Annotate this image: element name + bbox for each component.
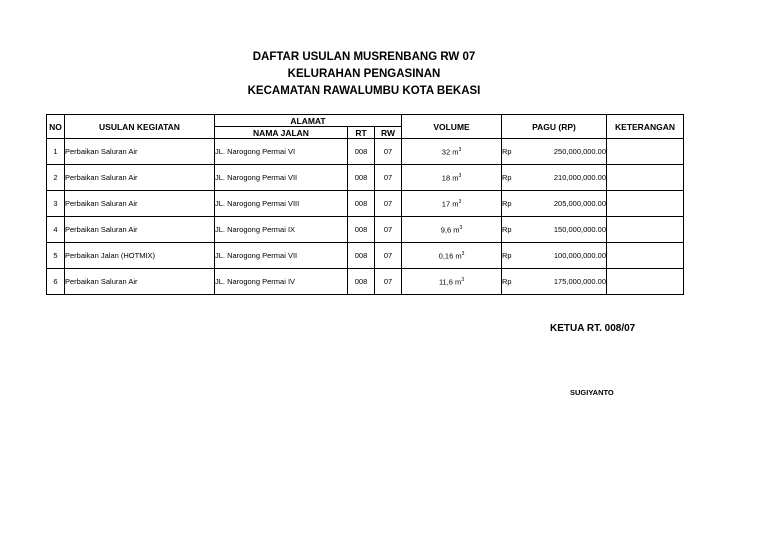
cell-no: 4 bbox=[47, 217, 65, 243]
cell-rw: 07 bbox=[375, 191, 402, 217]
cell-rw: 07 bbox=[375, 139, 402, 165]
table-row bbox=[47, 243, 684, 269]
header-rw: RW bbox=[375, 127, 402, 139]
document-subtitle-kecamatan: KECAMATAN RAWALUMBU KOTA BEKASI bbox=[247, 85, 481, 97]
cell-nama-jalan: JL. Narogong Permai IV bbox=[215, 269, 348, 295]
header-no: NO bbox=[47, 115, 65, 139]
cell-rw: 07 bbox=[375, 165, 402, 191]
cell-keterangan bbox=[607, 191, 684, 217]
cell-no: 1 bbox=[47, 139, 65, 165]
cell-pagu bbox=[502, 269, 607, 295]
cell-usulan: Perbaikan Saluran Air bbox=[65, 139, 215, 165]
cell-keterangan bbox=[607, 139, 684, 165]
cell-pagu bbox=[502, 165, 607, 191]
cell-volume bbox=[402, 269, 502, 295]
volume-value: 9,6 m bbox=[440, 225, 460, 235]
document-title: DAFTAR USULAN MUSRENBANG RW 07 bbox=[252, 51, 476, 63]
cell-keterangan bbox=[607, 269, 684, 295]
cell-rw: 07 bbox=[375, 269, 402, 295]
cell-rw: 07 bbox=[375, 243, 402, 269]
cell-pagu bbox=[502, 217, 607, 243]
volume-unit-superscript: 3 bbox=[458, 146, 462, 153]
cell-pagu bbox=[502, 139, 607, 165]
pagu-currency: Rp bbox=[502, 199, 512, 208]
cell-nama-jalan: JL. Narogong Permai VI bbox=[215, 139, 348, 165]
cell-rt: 008 bbox=[348, 269, 375, 295]
cell-usulan: Perbaikan Saluran Air bbox=[65, 269, 215, 295]
table-row bbox=[47, 191, 684, 217]
cell-rw: 07 bbox=[375, 217, 402, 243]
cell-volume bbox=[402, 217, 502, 243]
cell-usulan: Perbaikan Saluran Air bbox=[65, 165, 215, 191]
pagu-currency: Rp bbox=[502, 225, 512, 234]
cell-nama-jalan: JL. Narogong Permai VIII bbox=[215, 191, 348, 217]
header-pagu: PAGU (RP) bbox=[502, 115, 607, 139]
cell-usulan: Perbaikan Jalan (HOTMIX) bbox=[65, 243, 215, 269]
pagu-amount: 250,000,000.00 bbox=[553, 147, 607, 156]
cell-no: 6 bbox=[47, 269, 65, 295]
volume-unit-superscript: 3 bbox=[461, 276, 465, 283]
cell-pagu bbox=[502, 243, 607, 269]
volume-value: 18 m bbox=[441, 173, 459, 183]
cell-usulan: Perbaikan Saluran Air bbox=[65, 191, 215, 217]
cell-volume bbox=[402, 191, 502, 217]
cell-nama-jalan: JL. Narogong Permai VII bbox=[215, 243, 348, 269]
document-subtitle-kelurahan: KELURAHAN PENGASINAN bbox=[287, 68, 441, 80]
cell-rt: 008 bbox=[348, 217, 375, 243]
cell-no: 3 bbox=[47, 191, 65, 217]
table-row bbox=[47, 269, 684, 295]
cell-volume bbox=[402, 165, 502, 191]
header-nama-jalan: NAMA JALAN bbox=[215, 127, 348, 139]
cell-no: 2 bbox=[47, 165, 65, 191]
cell-rt: 008 bbox=[348, 191, 375, 217]
cell-usulan: Perbaikan Saluran Air bbox=[65, 217, 215, 243]
cell-no: 5 bbox=[47, 243, 65, 269]
cell-rt: 008 bbox=[348, 139, 375, 165]
volume-unit-superscript: 3 bbox=[458, 172, 462, 179]
table-row bbox=[47, 139, 684, 165]
cell-keterangan bbox=[607, 243, 684, 269]
cell-nama-jalan: JL. Narogong Permai VII bbox=[215, 165, 348, 191]
header-usulan-kegiatan: USULAN KEGIATAN bbox=[65, 115, 215, 139]
volume-value: 32 m bbox=[441, 147, 459, 157]
cell-volume bbox=[402, 243, 502, 269]
table-row bbox=[47, 165, 684, 191]
header-alamat: ALAMAT bbox=[215, 115, 402, 127]
volume-unit-superscript: 3 bbox=[461, 250, 465, 257]
volume-value: 17 m bbox=[441, 199, 459, 209]
cell-nama-jalan: JL. Narogong Permai IX bbox=[215, 217, 348, 243]
volume-value: 11,6 m bbox=[438, 277, 462, 287]
volume-value: 0,16 m bbox=[438, 251, 462, 261]
pagu-currency: Rp bbox=[502, 251, 512, 260]
pagu-amount: 100,000,000.00 bbox=[553, 251, 607, 260]
header-rt: RT bbox=[348, 127, 375, 139]
cell-keterangan bbox=[607, 217, 684, 243]
pagu-amount: 210,000,000.00 bbox=[553, 173, 607, 182]
pagu-currency: Rp bbox=[502, 147, 512, 156]
cell-rt: 008 bbox=[348, 165, 375, 191]
cell-pagu bbox=[502, 191, 607, 217]
volume-unit-superscript: 3 bbox=[458, 198, 462, 205]
volume-unit-superscript: 3 bbox=[459, 224, 463, 231]
signature-name: SUGIYANTO bbox=[570, 388, 614, 397]
pagu-currency: Rp bbox=[502, 173, 512, 182]
cell-volume bbox=[402, 139, 502, 165]
pagu-amount: 175,000,000.00 bbox=[553, 277, 607, 286]
header-keterangan: KETERANGAN bbox=[607, 115, 684, 139]
pagu-amount: 205,000,000.00 bbox=[553, 199, 607, 208]
cell-keterangan bbox=[607, 165, 684, 191]
cell-rt: 008 bbox=[348, 243, 375, 269]
table-row bbox=[47, 217, 684, 243]
header-volume: VOLUME bbox=[402, 115, 502, 139]
usulan-table bbox=[46, 114, 684, 295]
signature-title: KETUA RT. 008/07 bbox=[550, 323, 636, 334]
pagu-currency: Rp bbox=[502, 277, 512, 286]
pagu-amount: 150,000,000.00 bbox=[553, 225, 607, 234]
